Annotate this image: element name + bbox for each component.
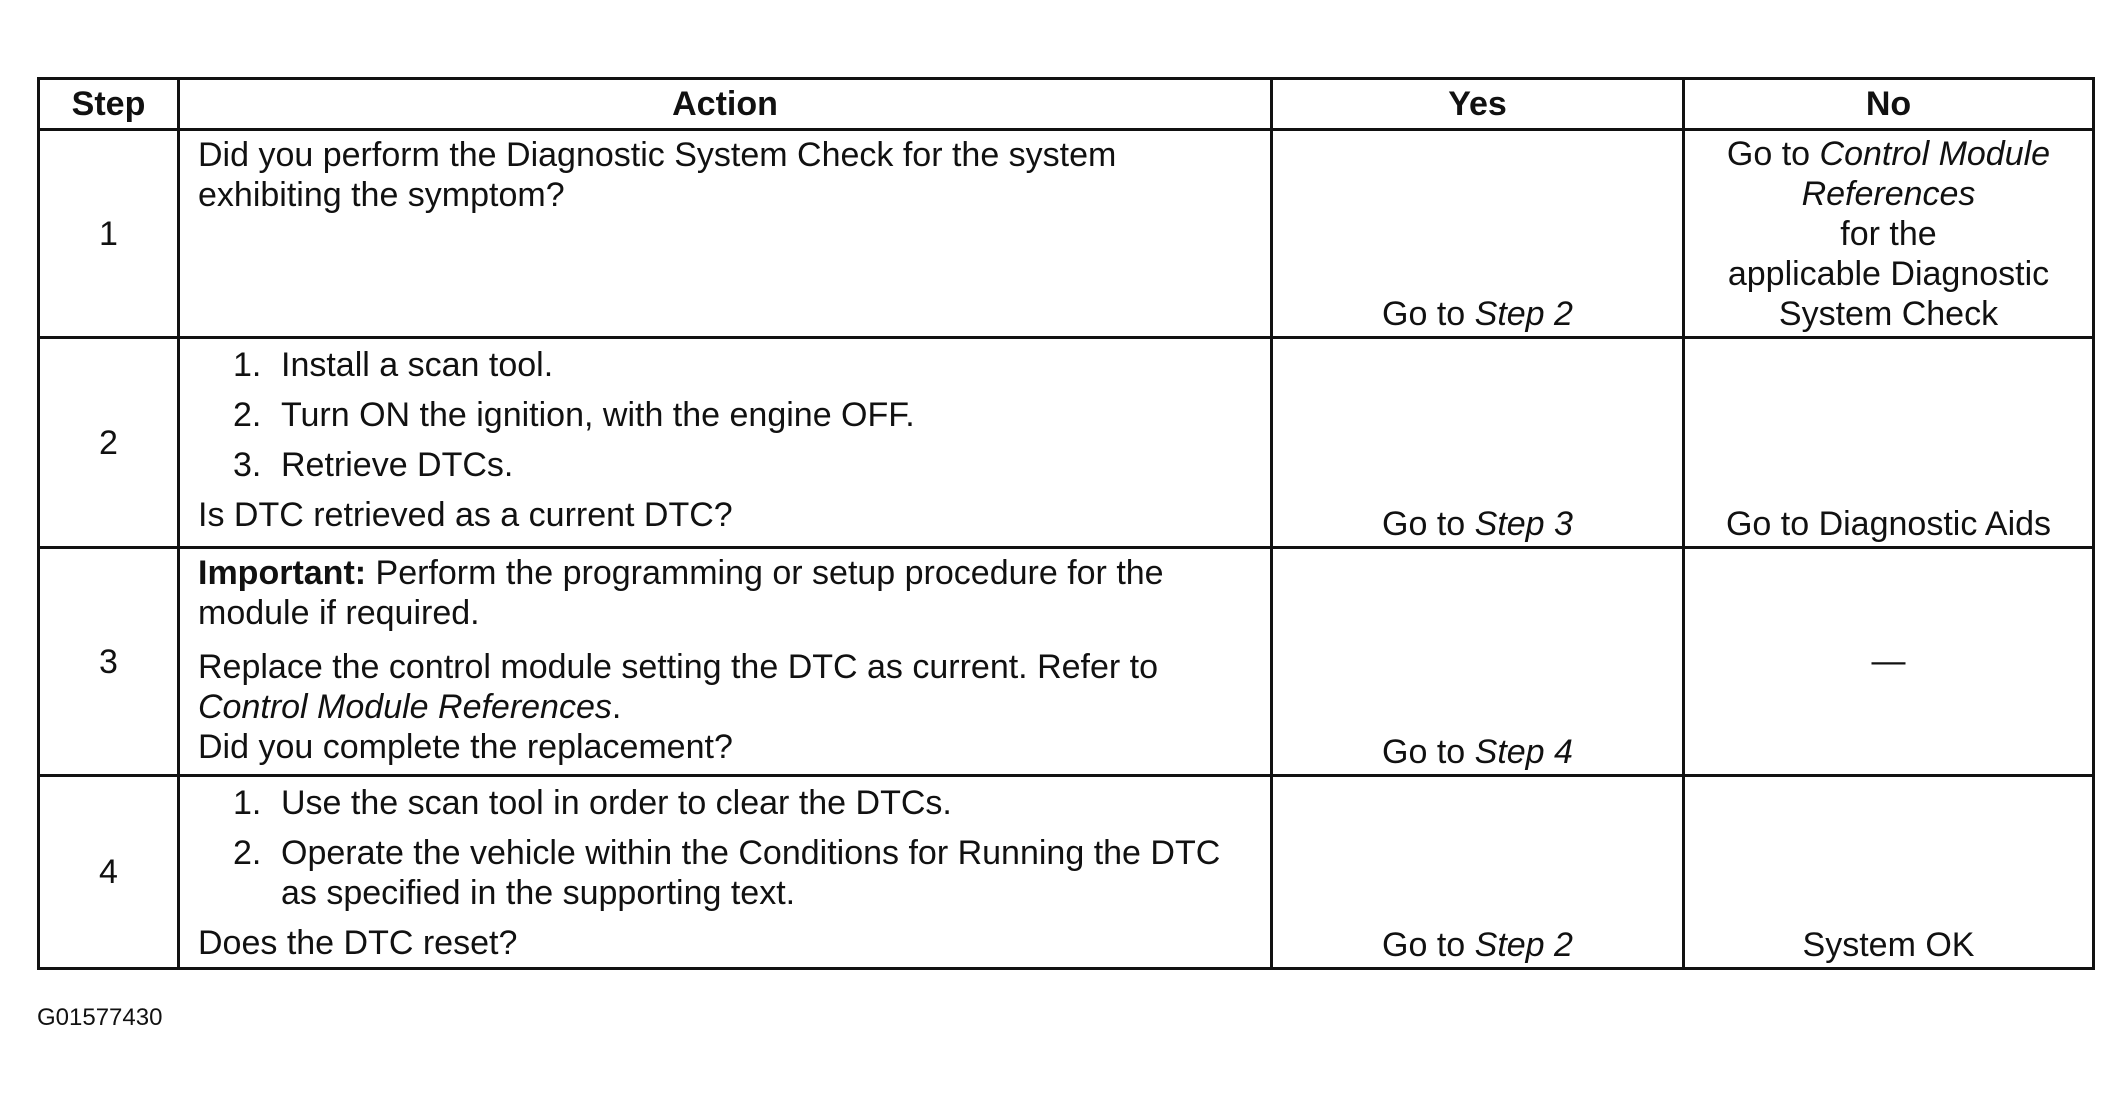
action-cell	[179, 130, 1272, 338]
yes-cell	[1272, 776, 1684, 969]
list-item	[233, 395, 1258, 435]
no-text: for the	[1840, 215, 1937, 253]
no-prefix: Go to	[1726, 135, 1820, 173]
no-text: System OK	[1802, 926, 1975, 964]
list-item-text: Turn ON the ignition, with the engine OFF.	[281, 396, 915, 434]
yes-step-link[interactable]: Step 4	[1474, 733, 1573, 771]
replace-reference	[198, 687, 1258, 727]
yes-prefix: Go to	[1382, 295, 1475, 333]
list-item	[233, 783, 1258, 823]
list-item	[233, 345, 1258, 385]
list-item-number: 2.	[233, 834, 262, 872]
header-step: Step	[39, 79, 179, 130]
figure-code: G01577430	[37, 1004, 163, 1031]
action-cell	[179, 776, 1272, 969]
control-module-references-link[interactable]: Control Module References	[1801, 135, 2051, 213]
list-item-number: 1.	[233, 346, 262, 384]
step-number: 4	[39, 776, 179, 969]
yes-cell	[1272, 130, 1684, 338]
action-steps-list	[198, 345, 1258, 485]
table-header-row	[39, 79, 2094, 130]
list-item-number: 3.	[233, 446, 262, 484]
list-item-text: Install a scan tool.	[281, 346, 554, 384]
control-module-references-link[interactable]: Control Module References	[198, 688, 612, 726]
important-note	[198, 553, 1258, 593]
list-item-text: Use the scan tool in order to clear the DTCs.	[281, 784, 952, 822]
no-dash: —	[1871, 642, 1906, 680]
action-question: Is DTC retrieved as a current DTC?	[198, 496, 733, 534]
table-row	[39, 776, 2094, 969]
list-item-text: Retrieve DTCs.	[281, 446, 514, 484]
step-number: 3	[39, 548, 179, 776]
action-cell	[179, 338, 1272, 548]
header-yes: Yes	[1272, 79, 1684, 130]
action-question: Did you complete the replacement?	[198, 728, 733, 766]
action-text: Did you perform the Diagnostic System Check for the system	[198, 136, 1117, 174]
no-cell	[1684, 776, 2094, 969]
table-row	[39, 338, 2094, 548]
list-item	[233, 445, 1258, 485]
no-cell	[1684, 338, 2094, 548]
diagnostic-aids-link[interactable]: Go to Diagnostic Aids	[1725, 505, 2052, 543]
header-action: Action	[179, 79, 1272, 130]
list-item-text: Operate the vehicle within the Conditions for Running the DTC as specified in the supporting text.	[281, 834, 1221, 912]
header-no: No	[1684, 79, 2094, 130]
yes-prefix: Go to	[1382, 733, 1475, 771]
action-steps-list	[198, 783, 1258, 913]
yes-cell	[1272, 548, 1684, 776]
list-item-number: 1.	[233, 784, 262, 822]
action-question: Does the DTC reset?	[198, 924, 518, 962]
yes-step-link[interactable]: Step 2	[1474, 926, 1573, 964]
diagnostic-table	[37, 77, 2095, 970]
step-number: 1	[39, 130, 179, 338]
no-cell	[1684, 130, 2094, 338]
yes-prefix: Go to	[1382, 505, 1475, 543]
no-text: applicable Diagnostic	[1727, 255, 2050, 293]
yes-step-link[interactable]: Step 3	[1474, 505, 1573, 543]
no-cell	[1684, 548, 2094, 776]
yes-prefix: Go to	[1382, 926, 1475, 964]
replace-end: .	[611, 688, 622, 726]
important-text: Perform the programming or setup procedure for the	[366, 554, 1164, 592]
action-text: exhibiting the symptom?	[198, 176, 565, 214]
important-text-cont: module if required.	[198, 594, 480, 632]
yes-cell	[1272, 338, 1684, 548]
table-row	[39, 548, 2094, 776]
step-number: 2	[39, 338, 179, 548]
list-item-number: 2.	[233, 396, 262, 434]
replace-text: Replace the control module setting the DTC as current. Refer to	[198, 648, 1159, 686]
action-cell	[179, 548, 1272, 776]
table-row	[39, 130, 2094, 338]
list-item	[233, 833, 1258, 913]
no-text: System Check	[1778, 295, 1999, 333]
yes-step-link[interactable]: Step 2	[1474, 295, 1573, 333]
important-label: Important:	[198, 554, 367, 592]
